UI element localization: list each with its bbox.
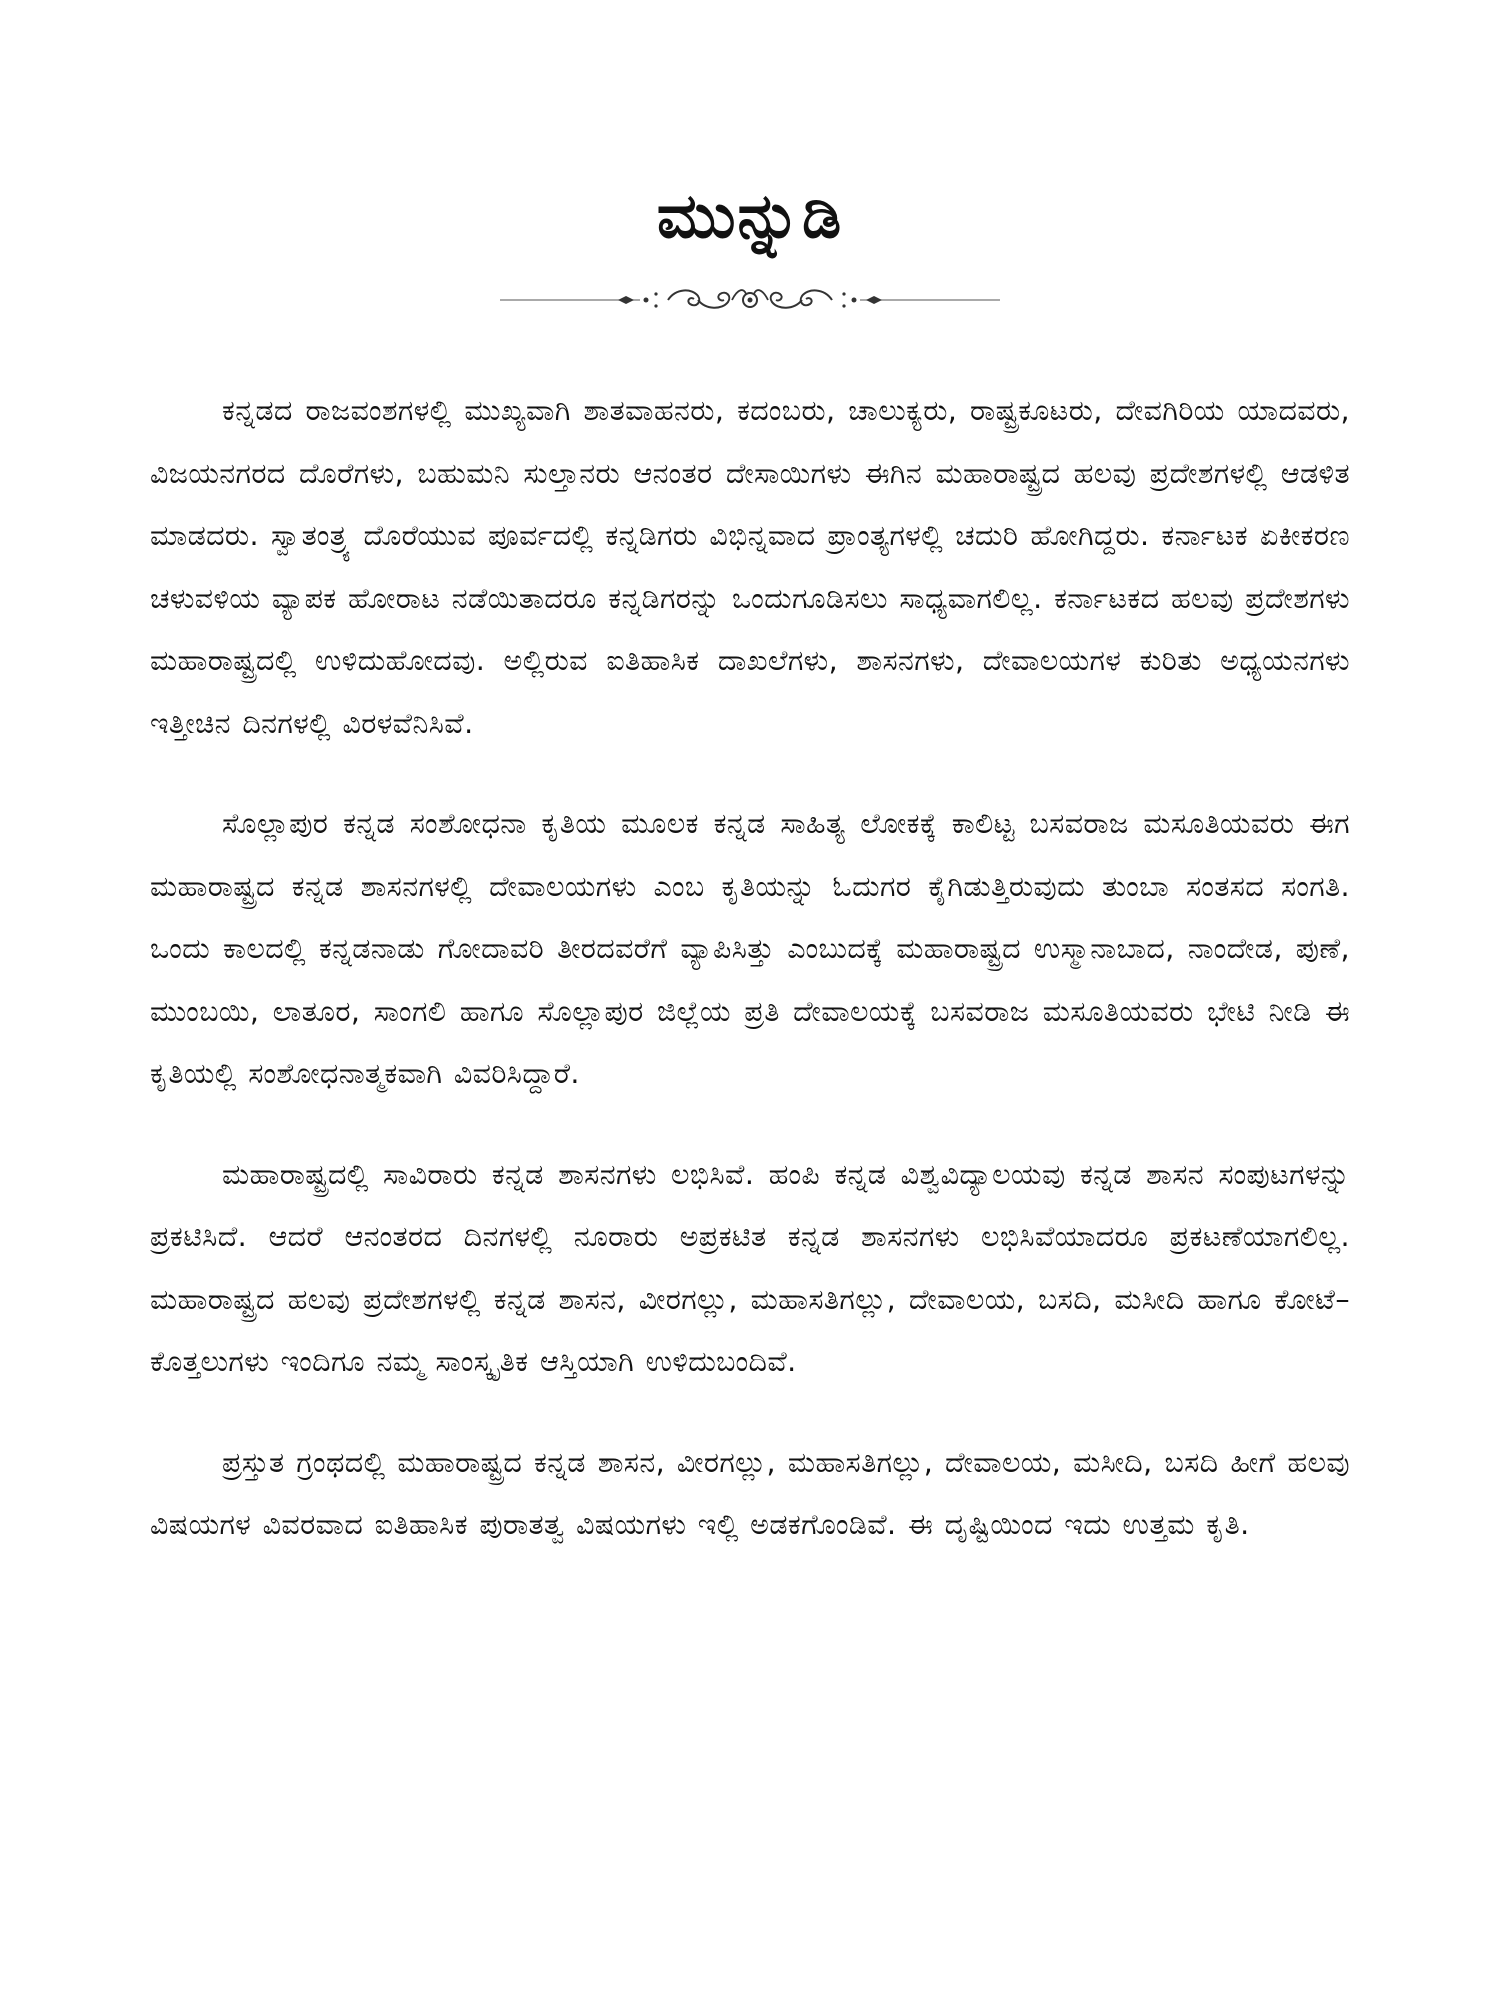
body-text — [150, 380, 1350, 1595]
page-title: ಮುನ್ನುಡಿ — [656, 179, 844, 252]
ornamental-divider — [500, 280, 1000, 320]
paragraph-3: ಮಹಾರಾಷ್ಟ್ರದಲ್ಲಿ ಸಾವಿರಾರು ಕನ್ನಡ ಶಾಸನಗಳು ಲಭಿಸಿವೆ. ಹಂಪಿ ಕನ್ನಡ ವಿಶ್ವವಿದ್ಯಾಲಯವು ಕನ್ನಡ ಶಾಸನ ಸಂಪುಟಗಳನ್ನು ಪ್ರಕಟಿಸಿದೆ. ಆದರೆ ಆನಂತರದ ದಿನಗಳಲ್ಲಿ ನೂರಾರು ಅಪ್ರಕಟಿತ ಕನ್ನಡ ಶಾಸನಗಳು ಲಭಿಸಿವೆಯಾದರೂ ಪ್ರಕಟಣೆಯಾಗಲಿಲ್ಲ. ಮಹಾರಾಷ್ಟ್ರದ ಹಲವು ಪ್ರದೇಶಗಳಲ್ಲಿ ಕನ್ನಡ ಶಾಸನ, ವೀರಗಲ್ಲು, ಮಹಾಸತಿಗಲ್ಲು, ದೇವಾಲಯ, ಬಸದಿ, ಮಸೀದಿ ಹಾಗೂ ಕೋಟೆ–ಕೊತ್ತಲುಗಳು ಇಂದಿಗೂ ನಮ್ಮ ಸಾಂಸ್ಕೃತಿಕ ಆಸ್ತಿಯಾಗಿ ಉಳಿದುಬಂದಿವೆ. — [150, 1157, 1350, 1378]
paragraph-2: ಸೊಲ್ಲಾಪುರ ಕನ್ನಡ ಸಂಶೋಧನಾ ಕೃತಿಯ ಮೂಲಕ ಕನ್ನಡ ಸಾಹಿತ್ಯ ಲೋಕಕ್ಕೆ ಕಾಲಿಟ್ಟ ಬಸವರಾಜ ಮಸೂತಿಯವರು ಈಗ ಮಹಾರಾಷ್ಟ್ರದ ಕನ್ನಡ ಶಾಸನಗಳಲ್ಲಿ ದೇವಾಲಯಗಳು ಎಂಬ ಕೃತಿಯನ್ನು ಓದುಗರ ಕೈಗಿಡುತ್ತಿರುವುದು ತುಂಬಾ ಸಂತಸದ ಸಂಗತಿ. ಒಂದು ಕಾಲದಲ್ಲಿ ಕನ್ನಡನಾಡು ಗೋದಾವರಿ ತೀರದವರೆಗೆ ವ್ಯಾಪಿಸಿತ್ತು ಎಂಬುದಕ್ಕೆ ಮಹಾರಾಷ್ಟ್ರದ ಉಸ್ಮಾನಾಬಾದ, ನಾಂದೇಡ, ಪುಣೆ, ಮುಂಬಯಿ, ಲಾತೂರ, ಸಾಂಗಲಿ ಹಾಗೂ ಸೊಲ್ಲಾಪುರ ಜಿಲ್ಲೆಯ ಪ್ರತಿ ದೇವಾಲಯಕ್ಕೆ ಬಸವರಾಜ ಮಸೂತಿಯವರು ಭೇಟಿ ನೀಡಿ ಈ ಕೃತಿಯಲ್ಲಿ ಸಂಶೋಧನಾತ್ಮಕವಾಗಿ ವಿವರಿಸಿದ್ದಾರೆ. — [150, 807, 1350, 1090]
paragraph-4: ಪ್ರಸ್ತುತ ಗ್ರಂಥದಲ್ಲಿ ಮಹಾರಾಷ್ಟ್ರದ ಕನ್ನಡ ಶಾಸನ, ವೀರಗಲ್ಲು, ಮಹಾಸತಿಗಲ್ಲು, ದೇವಾಲಯ, ಮಸೀದಿ, ಬಸದಿ ಹೀಗೆ ಹಲವು ವಿಷಯಗಳ ವಿವರವಾದ ಐತಿಹಾಸಿಕ ಪುರಾತತ್ವ ವಿಷಯಗಳು ಇಲ್ಲಿ ಅಡಕಗೊಂಡಿವೆ. ಈ ದೃಷ್ಟಿಯಿಂದ ಇದು ಉತ್ತಮ ಕೃತಿ. — [150, 1445, 1350, 1541]
paragraph-1: ಕನ್ನಡದ ರಾಜವಂಶಗಳಲ್ಲಿ ಮುಖ್ಯವಾಗಿ ಶಾತವಾಹನರು, ಕದಂಬರು, ಚಾಲುಕ್ಯರು, ರಾಷ್ಟ್ರಕೂಟರು, ದೇವಗಿರಿಯ ಯಾದವರು, ವಿಜಯನಗರದ ದೊರೆಗಳು, ಬಹುಮನಿ ಸುಲ್ತಾನರು ಆನಂತರ ದೇಸಾಯಿಗಳು ಈಗಿನ ಮಹಾರಾಷ್ಟ್ರದ ಹಲವು ಪ್ರದೇಶಗಳಲ್ಲಿ ಆಡಳಿತ ಮಾಡದರು. ಸ್ವಾತಂತ್ರ್ಯ ದೊರೆಯುವ ಪೂರ್ವದಲ್ಲಿ ಕನ್ನಡಿಗರು ವಿಭಿನ್ನವಾದ ಪ್ರಾಂತ್ಯಗಳಲ್ಲಿ ಚದುರಿ ಹೋಗಿದ್ದರು. ಕರ್ನಾಟಕ ಏಕೀಕರಣ ಚಳುವಳಿಯ ವ್ಯಾಪಕ ಹೋರಾಟ ನಡೆಯಿತಾದರೂ ಕನ್ನಡಿಗರನ್ನು ಒಂದುಗೂಡಿಸಲು ಸಾಧ್ಯವಾಗಲಿಲ್ಲ. ಕರ್ನಾಟಕದ ಹಲವು ಪ್ರದೇಶಗಳು ಮಹಾರಾಷ್ಟ್ರದಲ್ಲಿ ಉಳಿದುಹೋದವು. ಅಲ್ಲಿರುವ ಐತಿಹಾಸಿಕ ದಾಖಲೆಗಳು, ಶಾಸನಗಳು, ದೇವಾಲಯಗಳ ಕುರಿತು ಅಧ್ಯಯನಗಳು ಇತ್ತೀಚಿನ ದಿನಗಳಲ್ಲಿ ವಿರಳವೆನಿಸಿವೆ. — [150, 394, 1350, 740]
